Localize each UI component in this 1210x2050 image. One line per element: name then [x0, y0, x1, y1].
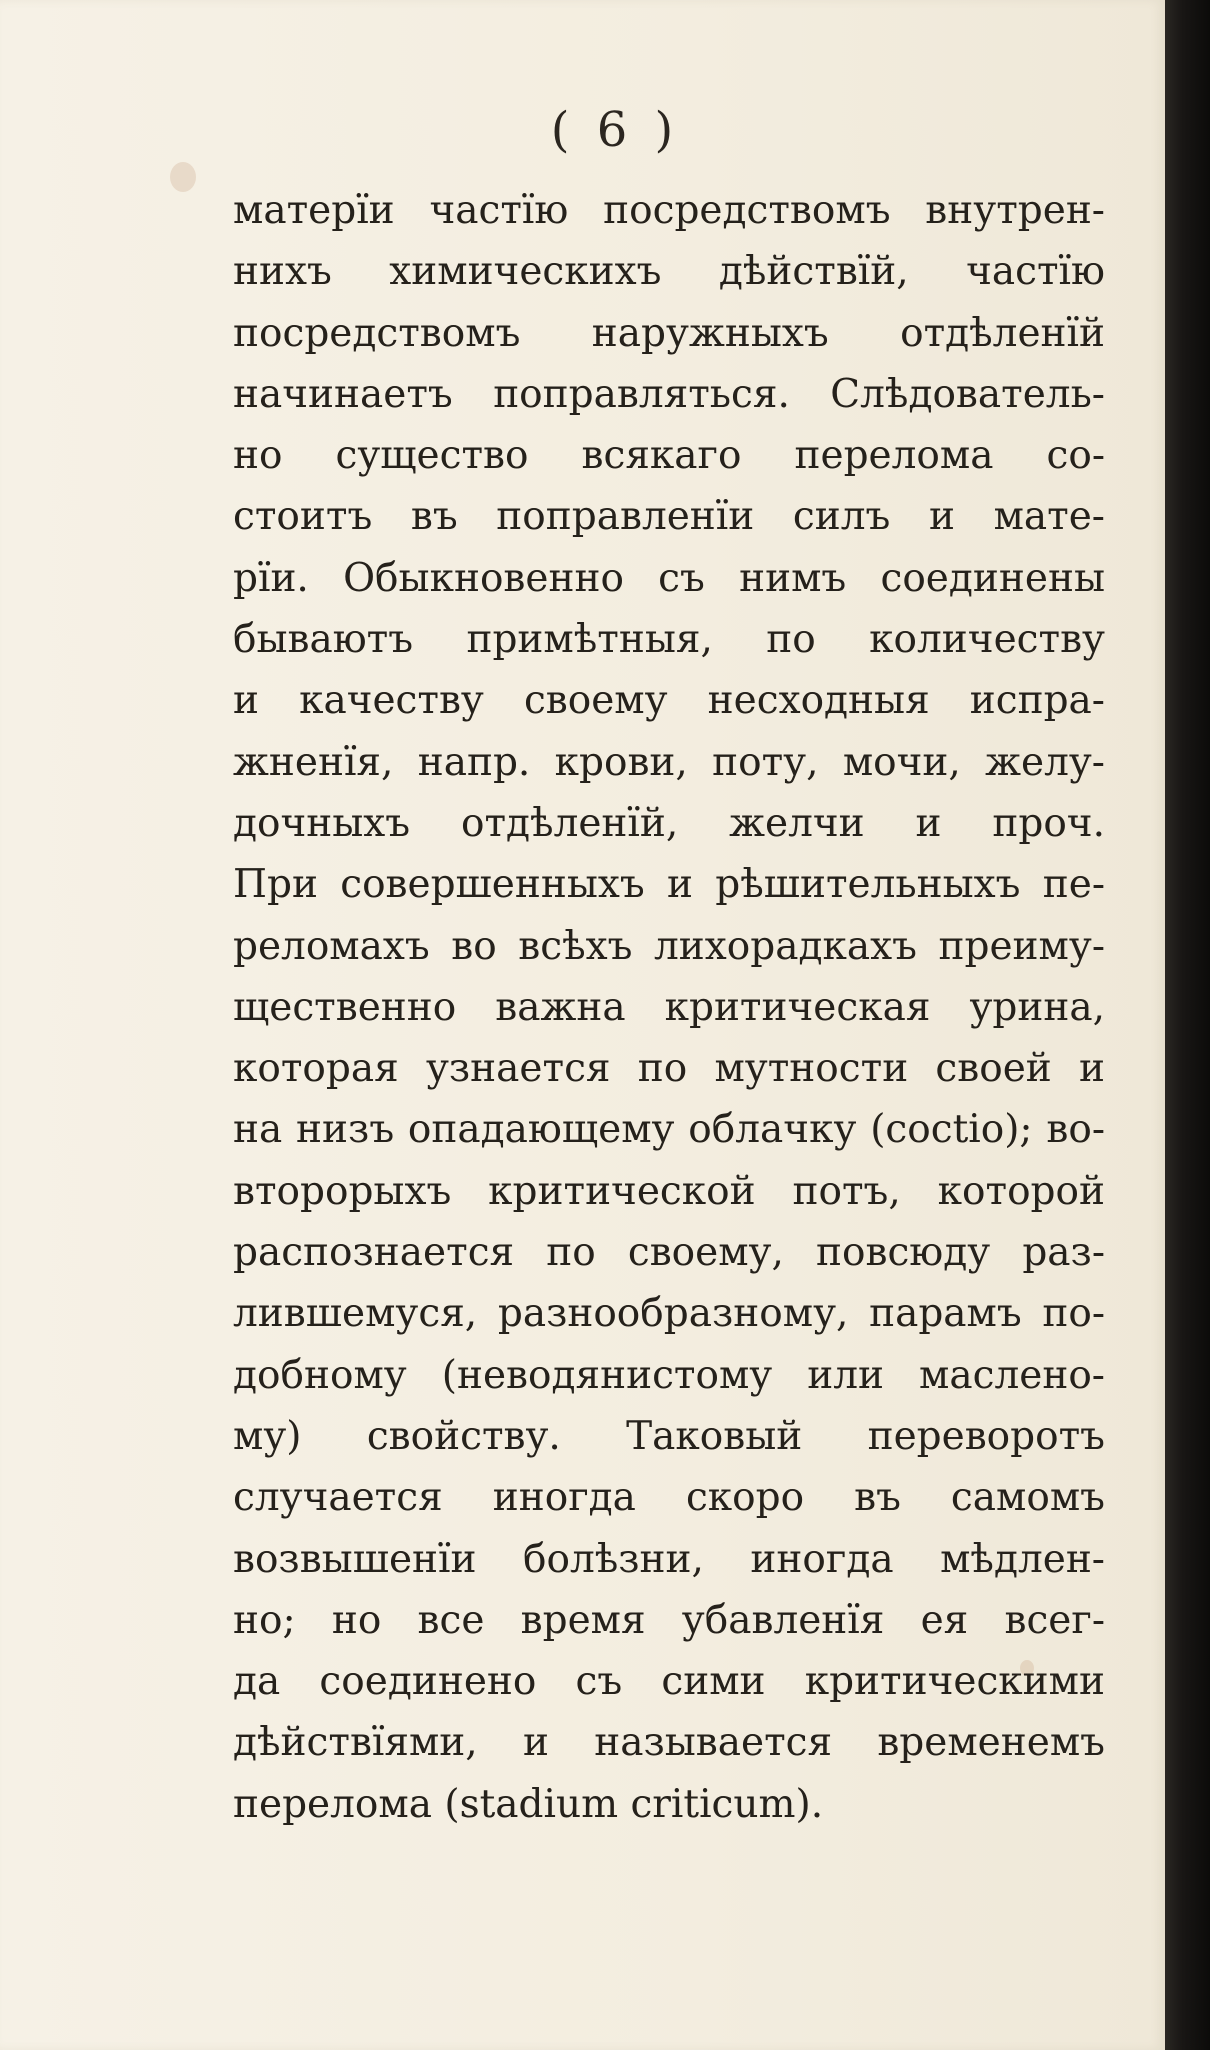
text-line: перелома (stadium criticum). — [233, 1781, 824, 1827]
paper-stain — [170, 162, 196, 192]
text-line: стоитъ въ поправленїи силъ и мате- — [233, 494, 1105, 540]
text-line: щественно важна критическая урина, — [233, 984, 1105, 1030]
text-line: жненїя, напр. крови, поту, мочи, желу- — [233, 739, 1105, 785]
text-line: но; но все время убавленїя ея всег- — [233, 1597, 1105, 1643]
text-line: матерїи частїю посредствомъ внутрен- — [233, 188, 1105, 233]
text-line: добному (неводянистому или маслено- — [233, 1352, 1105, 1398]
text-line: дочныхъ отдѣленїй, желчи и проч. — [233, 800, 1105, 846]
book-binding-edge — [1165, 0, 1210, 2050]
text-line: второрыхъ критической потъ, которой — [233, 1168, 1105, 1214]
text-line: При совершенныхъ и рѣшительныхъ пе- — [233, 862, 1105, 908]
text-line: начинаетъ поправляться. Слѣдователь- — [233, 371, 1105, 417]
text-line: да соединено съ сими критическими — [233, 1659, 1105, 1705]
text-line: возвышенїи болѣзни, иногда мѣдлен- — [233, 1536, 1105, 1582]
text-line: дѣйствїями, и называется временемъ — [233, 1720, 1105, 1766]
text-line: лившемуся, разнообразному, парамъ по- — [233, 1291, 1105, 1337]
text-line: распознается по своему, повсюду раз- — [233, 1230, 1105, 1276]
page-number: ( 6 ) — [550, 102, 680, 158]
text-line: и качеству своему несходныя испра- — [233, 678, 1105, 724]
text-line: но существо всякаго перелома со- — [233, 433, 1105, 479]
text-line: посредствомъ наружныхъ отдѣленїй — [233, 310, 1105, 356]
text-line: на низъ опадающему облачку (coctio); во- — [233, 1107, 1105, 1153]
text-line: нихъ химическихъ дѣйствїй, частїю — [233, 249, 1105, 295]
text-line: которая узнается по мутности своей и — [233, 1046, 1105, 1092]
text-line: бываютъ примѣтныя, по количеству — [233, 617, 1105, 663]
text-line: случается иногда скоро въ самомъ — [233, 1475, 1105, 1521]
text-line: рїи. Обыкновенно съ нимъ соединены — [233, 555, 1105, 601]
text-line: реломахъ во всѣхъ лихорадкахъ преиму- — [233, 923, 1105, 969]
text-line: му) свойству. Таковый переворотъ — [233, 1413, 1105, 1459]
body-text — [233, 180, 1105, 1835]
